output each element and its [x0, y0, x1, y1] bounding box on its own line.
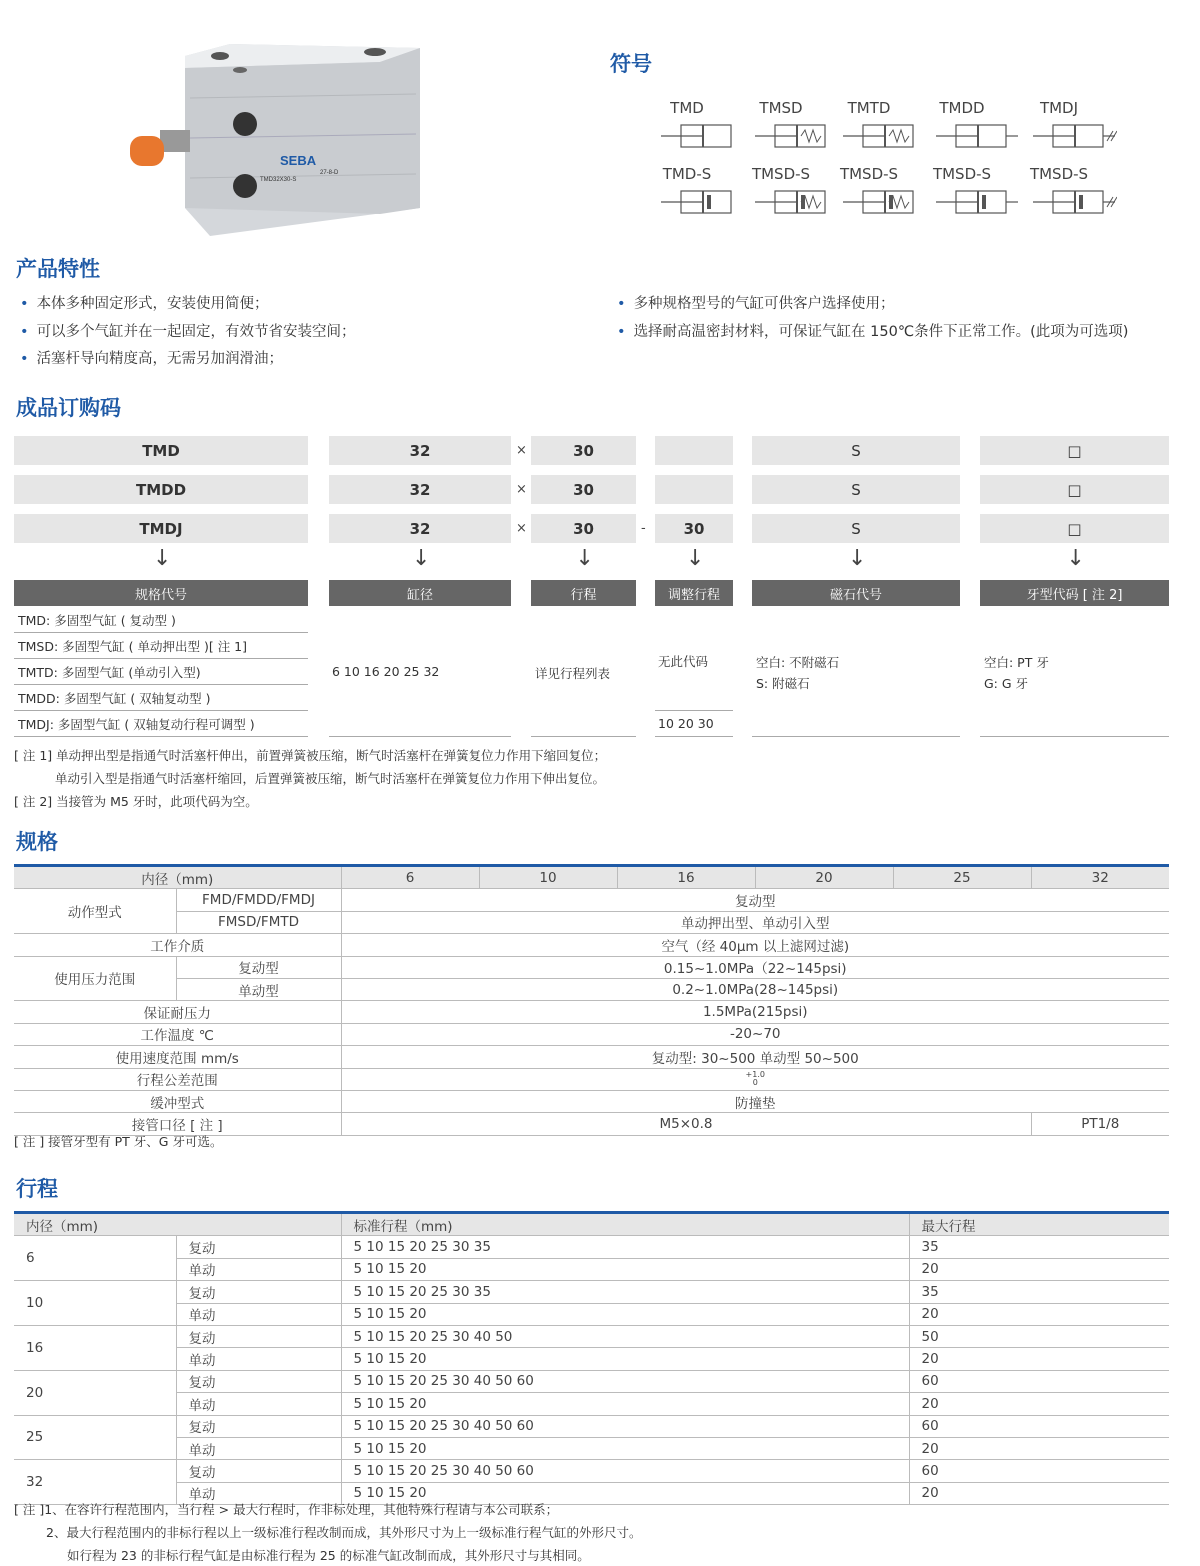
table-row: 单动 5 10 15 20 20 [14, 1303, 1169, 1325]
stroke-table: 内径（mm) 标准行程（mm) 最大行程 6 复动 5 10 15 20 25 30 35 35 单动 5 10 15 20 20 10 复动 5 10 15 20 25 30 35 35 单动 5 10 15 20 20 16 复动 5 10 15 20 25 30 40 50 50 单动 5 10 15 20 20 20 复动 5 10 15 20 25 30 40 50 60 60 单动 5 10 15 20 20 25 复动 5 10 15 20 25 30 40 50 60 60 单动 5 10 15 20 20 32 复动 5 10 15 20 25 30 40 50 60 60 单动 5 10 15 20 20 [14, 1211, 1169, 1505]
adjust-values: 10 20 30 [658, 716, 714, 731]
order-title: 成品订购码 [16, 396, 121, 420]
order-cell-thread: □ [980, 475, 1169, 504]
symbol-label: TMSD-S [932, 165, 992, 183]
order-header: 缸径 [329, 580, 511, 606]
down-arrow-icon: ↓ [153, 546, 172, 571]
bore-options: 6 10 16 20 25 32 [332, 664, 440, 679]
table-row: 6 复动 5 10 15 20 25 30 35 35 [14, 1236, 1169, 1258]
feature-item: • 本体多种固定形式，安装使用简便； [20, 296, 269, 312]
order-header: 规格代号 [14, 580, 308, 606]
cylinder-symbol-icon [1031, 121, 1117, 151]
feature-item: • 可以多个气缸并在一起固定，有效节省安装空间； [20, 324, 356, 340]
thread-option: G: G 牙 [984, 676, 1029, 691]
model-item: TMSD: 多固型气缸 ( 单动押出型 )[ 注 1] [18, 639, 247, 654]
table-row: 单动 5 10 15 20 20 [14, 1437, 1169, 1459]
order-note: [ 注 2] 当接管为 M5 牙时，此项代码为空。 [14, 794, 258, 809]
symbol-label: TMSD [759, 99, 803, 117]
order-cell-mag: S [752, 436, 960, 465]
symbols-title: 符号 [610, 52, 652, 76]
table-row: 25 复动 5 10 15 20 25 30 40 50 60 60 [14, 1415, 1169, 1437]
table-row: 16 复动 5 10 15 20 25 30 40 50 50 [14, 1325, 1169, 1347]
table-row: 10 复动 5 10 15 20 25 30 35 35 [14, 1281, 1169, 1303]
order-cell-dash: - [641, 521, 646, 536]
order-cell-adj [655, 436, 733, 465]
order-header: 磁石代号 [752, 580, 960, 606]
symbol-label: TMSD-S [839, 165, 899, 183]
cylinder-symbol-icon [753, 187, 839, 217]
order-cell-bore: 32 [329, 436, 511, 465]
adjust-none: 无此代码 [658, 654, 709, 669]
order-cell-x: × [516, 482, 527, 497]
feature-item: • 选择耐高温密封材料，可保证气缸在 150℃条件下正常工作。(此项为可选项) [617, 324, 1129, 340]
product-image [120, 38, 430, 238]
cylinder-symbol-icon [841, 187, 927, 217]
stroke-title: 行程 [16, 1177, 58, 1201]
symbol-label: TMSD-S [751, 165, 811, 183]
order-note: 单动引入型是指通气时活塞杆缩回，后置弹簧被压缩，断气时活塞杆在弹簧复位力作用下伸出复位。 [55, 771, 606, 786]
model-item: TMD: 多固型气缸 ( 复动型 ) [18, 613, 176, 628]
stroke-note: 2、最大行程范围内的非标行程以上一级标准行程改制而成，其外形尺寸为上一级标准行程气缸的外形尺寸。 [46, 1525, 642, 1540]
order-cell-bore: 32 [329, 475, 511, 504]
order-cell-thread: □ [980, 436, 1169, 465]
cylinder-symbol-icon [934, 187, 1020, 217]
order-cell-stroke: 30 [531, 436, 636, 465]
brand-logo: SEBA [280, 153, 317, 168]
features-title: 产品特性 [16, 257, 100, 281]
symbol-label: TMSD-S [1029, 165, 1089, 183]
order-cell-x: × [516, 443, 527, 458]
table-row: 20 复动 5 10 15 20 25 30 40 50 60 60 [14, 1370, 1169, 1392]
symbol-label: TMTD [847, 99, 891, 117]
feature-item: • 活塞杆导向精度高，无需另加润滑油； [20, 351, 284, 367]
thread-option: 空白: PT 牙 [984, 655, 1049, 670]
down-arrow-icon: ↓ [412, 546, 431, 571]
down-arrow-icon: ↓ [1066, 546, 1085, 571]
cylinder-symbol-icon [659, 121, 745, 151]
model-item: TMDJ: 多固型气缸 ( 双轴复动行程可调型 ) [18, 717, 255, 732]
symbol-label: TMD [670, 99, 704, 117]
table-row: 单动 5 10 15 20 20 [14, 1258, 1169, 1280]
order-cell-model: TMD [14, 436, 308, 465]
table-row: 单动 5 10 15 20 20 [14, 1348, 1169, 1370]
symbol-label: TMD-S [662, 165, 712, 183]
model-item: TMDD: 多固型气缸 ( 双轴复动型 ) [18, 691, 211, 706]
table-row: 单动 5 10 15 20 20 [14, 1482, 1169, 1504]
model-item: TMTD: 多固型气缸 (单动引入型) [18, 665, 201, 680]
order-cell-adj: 30 [655, 514, 733, 543]
order-cell-stroke: 30 [531, 514, 636, 543]
down-arrow-icon: ↓ [575, 546, 594, 571]
order-cell-model: TMDD [14, 475, 308, 504]
order-cell-model: TMDJ [14, 514, 308, 543]
cylinder-symbol-icon [934, 121, 1020, 151]
cylinder-symbol-icon [1031, 187, 1117, 217]
order-cell-adj [655, 475, 733, 504]
magnet-option: S: 附磁石 [756, 676, 810, 691]
order-note: [ 注 1] 单动押出型是指通气时活塞杆伸出，前置弹簧被压缩，断气时活塞杆在弹簧复位力作用下缩回复位； [14, 748, 607, 763]
symbol-label: TMDJ [1039, 99, 1079, 117]
table-row: 32 复动 5 10 15 20 25 30 40 50 60 60 [14, 1460, 1169, 1482]
cylinder-symbol-icon [841, 121, 927, 151]
svg-text:TMD32X30-S: TMD32X30-S [260, 177, 297, 183]
magnet-option: 空白: 不附磁石 [756, 655, 840, 670]
feature-item: • 多种规格型号的气缸可供客户选择使用； [617, 296, 895, 312]
down-arrow-icon: ↓ [848, 546, 867, 571]
cylinder-symbol-icon [659, 187, 745, 217]
order-cell-mag: S [752, 475, 960, 504]
down-arrow-icon: ↓ [686, 546, 705, 571]
stroke-desc: 详见行程列表 [535, 666, 611, 681]
stroke-note: [ 注 ]1、在容许行程范围内，当行程 > 最大行程时，作非标处理，其他特殊行程请与本公司联系； [14, 1502, 559, 1517]
spec-table: 内径（mm) 6 10 16 20 25 32 动作型式 FMD/FMDD/FMDJ 复动型 FMSD/FMTD 单动押出型、单动引入型 工作介质 空气（经 40μm 以上滤网过滤) 使用压力范围 复动型 0.15~1.0MPa（22~145psi) 单动型 0.2~1.0MPa(28~145psi) 保证耐压力 1.5MPa(215psi) 工作温度 ℃ -20~70 使用速度范围 mm/s 复动型: 30~500 单动型 50~500 行程公差范围 +1.0 0 缓冲型式 防撞垫 接管口径 [ 注 ] M5×0.8 PT1/8 [14, 864, 1169, 1136]
symbol-label: TMDD [939, 99, 985, 117]
order-cell-bore: 32 [329, 514, 511, 543]
table-row: 单动 5 10 15 20 20 [14, 1393, 1169, 1415]
stroke-note: 如行程为 23 的非标行程气缸是由标准行程为 25 的标准气缸改制而成，其外形尺寸与其相同。 [67, 1548, 590, 1563]
spec-title: 规格 [16, 830, 58, 854]
order-cell-thread: □ [980, 514, 1169, 543]
order-cell-mag: S [752, 514, 960, 543]
order-cell-x: × [516, 521, 527, 536]
order-header: 行程 [531, 580, 636, 606]
order-header: 调整行程 [655, 580, 733, 606]
order-header: 牙型代码 [ 注 2] [980, 580, 1169, 606]
svg-text:27-8-D: 27-8-D [320, 170, 339, 176]
order-cell-stroke: 30 [531, 475, 636, 504]
cylinder-symbol-icon [753, 121, 839, 151]
spec-note: [ 注 ] 接管牙型有 PT 牙、G 牙可选。 [14, 1134, 223, 1149]
